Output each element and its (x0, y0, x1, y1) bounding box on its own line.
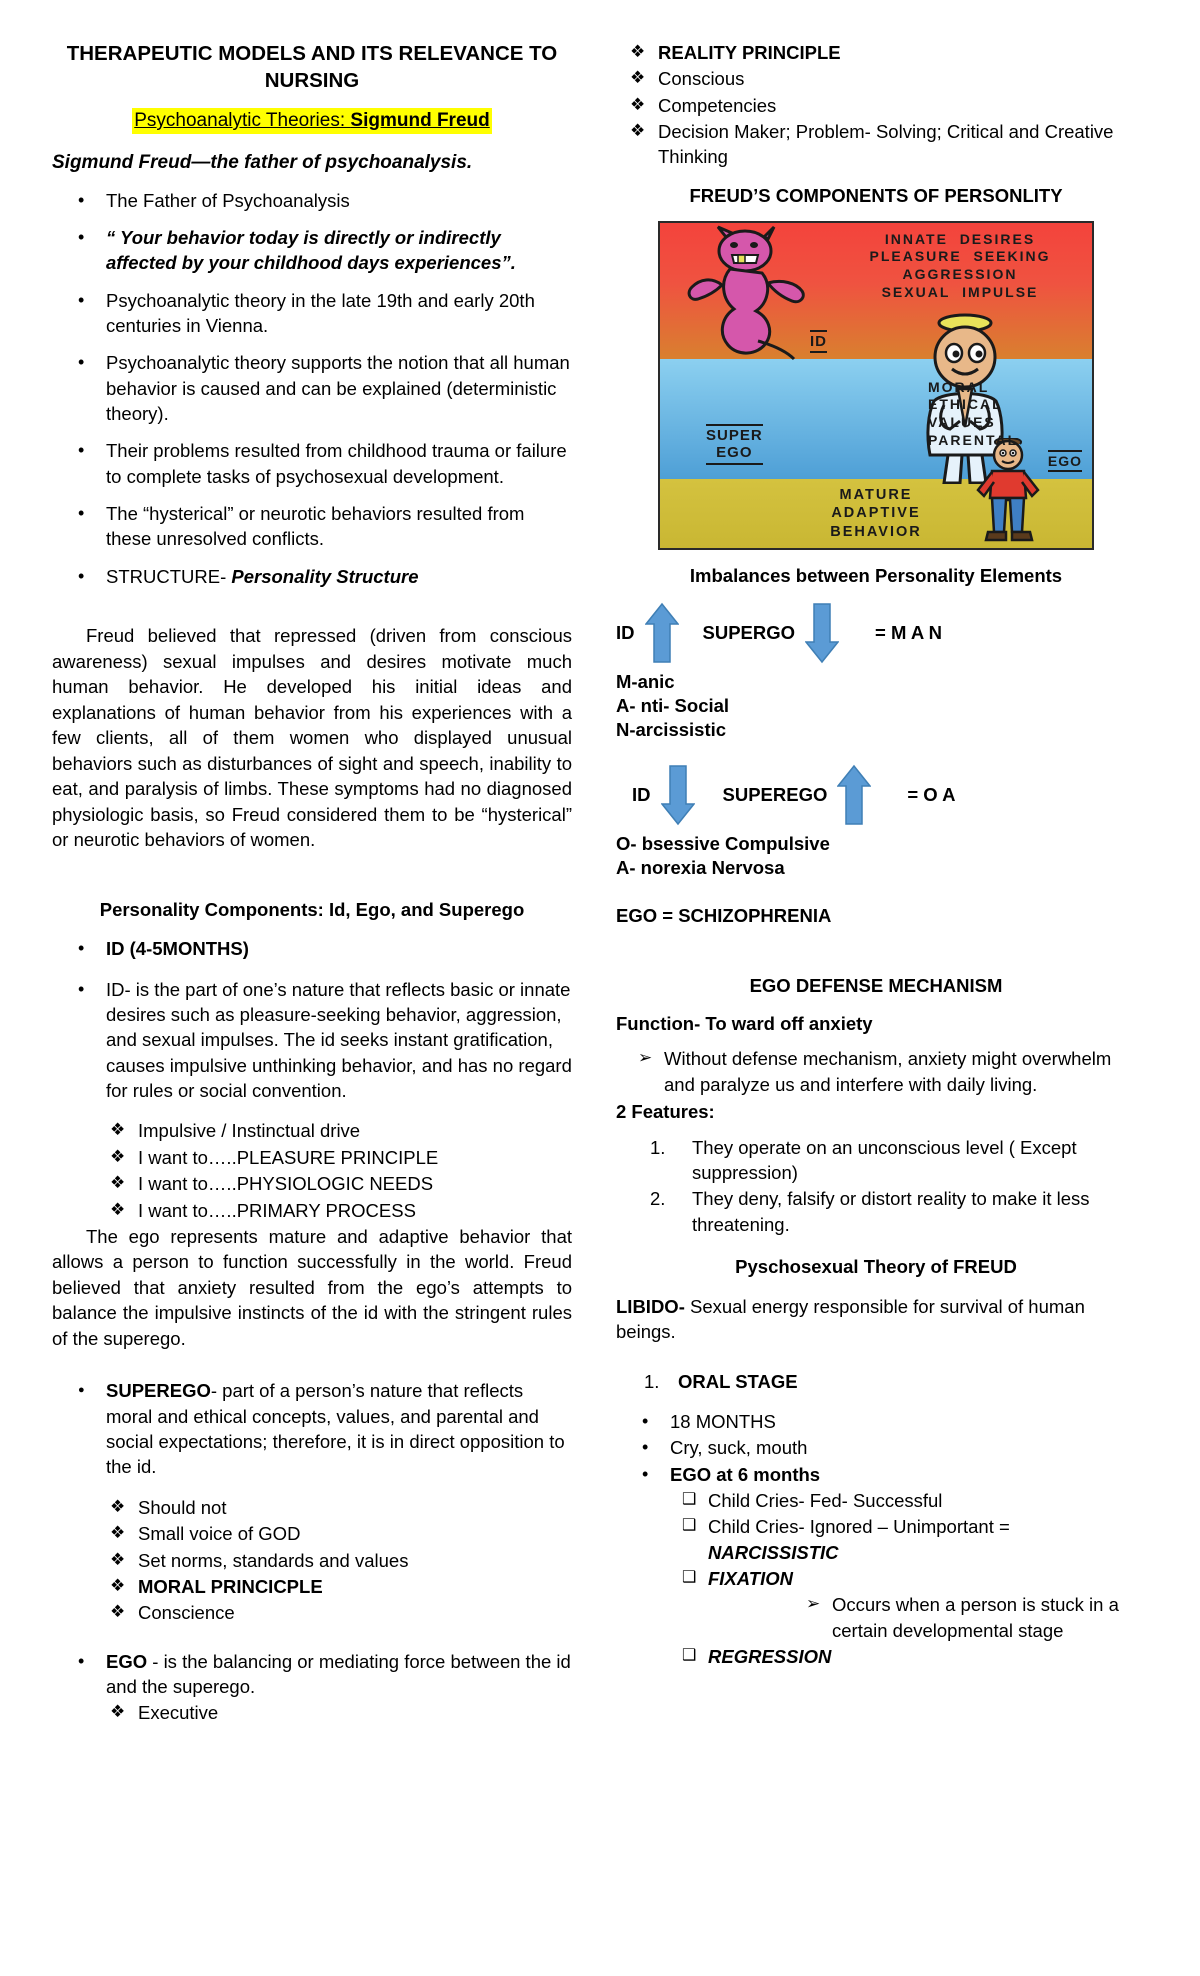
list-item (616, 40, 1136, 65)
list-item (52, 1521, 572, 1546)
arrow-up-icon (645, 602, 679, 664)
list-item (616, 1644, 1136, 1669)
stages-list (616, 1369, 1136, 1394)
square-bullet-text: Child Cries- Fed- Successful (708, 1490, 943, 1512)
two-column-layout (52, 40, 1148, 1727)
list-item (52, 288, 572, 339)
diamond-text: Decision Maker; Problem- Solving; Critical and Creative Thinking (658, 121, 1114, 168)
diamond-text: Impulsive / Instinctual drive (138, 1120, 361, 1142)
highlight-plain-text: Psychoanalytic Theories: (134, 110, 351, 132)
list-item (52, 188, 572, 213)
diamond-text: Set norms, standards and values (138, 1549, 409, 1571)
list-item (52, 1145, 572, 1170)
list-item (708, 1592, 1136, 1643)
list-item (616, 1462, 1136, 1487)
ego-schizophrenia-text: EGO = SCHIZOPHRENIA (616, 904, 832, 926)
list-item (52, 977, 572, 1104)
fixation-detail-text: Occurs when a person is stuck in a certain developmental stage (832, 1594, 1119, 1641)
freud-components-illustration (658, 221, 1094, 550)
list-item (52, 1378, 572, 1479)
features-list (616, 1135, 1136, 1237)
list-item (616, 119, 1136, 170)
list-item (616, 1369, 1136, 1394)
list-item (52, 1548, 572, 1573)
imbalance-1-equals: = M A N (875, 622, 943, 644)
bullet-text-quote: “ Your behavior today is directly or indirectly affected by your childhood days experiences”. (106, 226, 516, 274)
bullet-text: Their problems resulted from childhood trauma or failure to complete tasks of psychosexual development. (106, 440, 567, 487)
right-column (616, 40, 1136, 1671)
list-item (52, 1600, 572, 1625)
list-item (52, 1574, 572, 1599)
page-title: THERAPEUTIC MODELS AND ITS RELEVANCE TO NURSING (66, 42, 558, 93)
innate-desires-caption: INNATE DESIRES PLEASURE SEEKING AGGRESSION SEXUAL IMPULSE (869, 230, 1051, 301)
arrow-bullet-text: Without defense mechanism, anxiety might overwhelm and paralyze us and interfere with daily living. (664, 1048, 1112, 1095)
bullet-text: Psychoanalytic theory supports the notion that all human behavior is caused and can be explained (deterministic theory). (106, 352, 570, 424)
list-item (616, 1186, 1136, 1237)
feature-text: They operate on an unconscious level ( Except suppression) (692, 1136, 1077, 1183)
lead-line: Sigmund Freud—the father of psychoanalysis. (52, 151, 473, 173)
list-item (616, 1566, 1136, 1643)
fixation-detail-list (708, 1592, 1136, 1643)
oral-sub-list (616, 1488, 1136, 1669)
list-item (616, 1435, 1136, 1460)
list-item (616, 1409, 1136, 1434)
list-item (52, 1495, 572, 1520)
imbalance-1-mnemonic (616, 670, 1136, 742)
left-column (52, 40, 572, 1727)
list-item (52, 501, 572, 552)
fixation-emphasis: FIXATION (708, 1568, 793, 1590)
imbalance-2-mnemonic (616, 832, 1136, 880)
superego-diamond-list (52, 1495, 572, 1626)
function-bullet-list (616, 1046, 1136, 1097)
list-item (616, 1514, 1136, 1565)
list-item (52, 350, 572, 426)
highlight-span (132, 108, 491, 134)
mnemonic-line: N-arcissistic (616, 719, 727, 741)
diamond-text: I want to…..PRIMARY PROCESS (138, 1199, 416, 1221)
mnemonic-line: M-anic (616, 671, 675, 693)
arrow-up-icon (837, 764, 871, 826)
superego-label-illustration: SUPER EGO (706, 424, 763, 465)
imbalance-2-left-label: ID (632, 784, 651, 806)
imbalance-2-right-label: SUPEREGO (722, 784, 828, 806)
bullet-text: 18 MONTHS (670, 1411, 776, 1433)
arrow-down-icon (805, 602, 839, 664)
components-heading: FREUD’S COMPONENTS OF PERSONLITY (689, 184, 1063, 206)
feature-text: They deny, falsify or distort reality to make it less threatening. (692, 1188, 1090, 1235)
ego-label: EGO (106, 1650, 148, 1672)
highlight-bold-text: Sigmund Freud (350, 110, 490, 132)
id-label: ID (810, 330, 827, 353)
libido-label: LIBIDO- (616, 1295, 685, 1317)
list-item (616, 1135, 1136, 1186)
function-label-text: Function- To ward off anxiety (616, 1012, 873, 1034)
list-item (52, 1649, 572, 1700)
libido-text: Sexual energy responsible for survival of human beings. (616, 1295, 1085, 1343)
diamond-text: Small voice of GOD (138, 1523, 301, 1545)
diamond-text: I want to…..PLEASURE PRINCIPLE (138, 1146, 439, 1168)
ego-paragraph: The ego represents mature and adaptive behavior that allows a person to function successfully in the world. Freud believed that anxiety resulted from the ego’s attempts to balance the impulsive instincts of the id with the stringent rules of the superego. (52, 1225, 572, 1349)
diamond-text: I want to…..PHYSIOLOGIC NEEDS (138, 1173, 434, 1195)
function-label (616, 1011, 1136, 1037)
list-item (52, 1171, 572, 1196)
bullet-text: Cry, suck, mouth (670, 1437, 808, 1459)
bullet-text-bold: EGO at 6 months (670, 1463, 821, 1485)
list-item (52, 564, 572, 589)
oral-stage-label: ORAL STAGE (678, 1370, 798, 1392)
moral-caption: MORAL ETHICAL VALUES PARENTAL (928, 378, 1019, 449)
imbalance-1-left-label: ID (616, 622, 635, 644)
features-label-text: 2 Features: (616, 1101, 715, 1123)
diamond-text: Executive (138, 1702, 219, 1724)
diamond-text: Conscience (138, 1602, 235, 1624)
list-item (52, 1198, 572, 1223)
id-description: ID- is the part of one’s nature that reflects basic or innate desires such as pleasure-seeking behavior, aggression, and sexual impulses. The id seeks instant gratification, causes impulsive unthinking behavior, and has no regard for rules or social convention. (106, 978, 572, 1102)
freud-paragraph: Freud believed that repressed (driven from conscious awareness) sexual impulses and desires motivate much human behavior. He developed his initial ideas and explanations of human behavior from his experiences with a few clients, all of them women who displayed unusual behaviors such as disturbances of sight and speech, inability to eat, and paralysis of limbs. These symptoms had no diagnosed physiologic basis, so Freud considered them to be “hysterical” or neurotic behaviors of women. (52, 625, 572, 851)
imbalance-1-right-label: SUPERGO (702, 622, 796, 644)
bullet-text: The Father of Psychoanalysis (106, 189, 350, 211)
imbalances-heading: Imbalances between Personality Elements (689, 564, 1063, 586)
list-item (616, 1488, 1136, 1513)
bullet-text: Psychoanalytic theory in the late 19th and early 20th centuries in Vienna. (106, 289, 535, 336)
ego-label-illustration: EGO (1048, 450, 1082, 472)
id-heading-list (52, 936, 572, 961)
ego-text: - is the balancing or mediating force between the id and the superego. (106, 1650, 571, 1697)
mnemonic-line: A- norexia Nervosa (616, 857, 785, 879)
superego-list (52, 1378, 572, 1479)
id-heading: ID (4-5MONTHS) (106, 938, 249, 960)
features-label (616, 1099, 1136, 1125)
superego-label: SUPEREGO (106, 1380, 211, 1402)
list-item (616, 93, 1136, 118)
ego-schizophrenia (616, 903, 1136, 929)
id-description-list (52, 977, 572, 1104)
bullet-text: The “hysterical” or neurotic behaviors resulted from these unresolved conflicts. (106, 502, 525, 550)
list-item (616, 1046, 1136, 1097)
libido-paragraph (616, 1294, 1136, 1345)
defense-mechanism-heading: EGO DEFENSE MECHANISM (749, 975, 1003, 997)
reality-principle-list (616, 40, 1136, 170)
list-item (616, 66, 1136, 91)
list-item (52, 936, 572, 961)
list-item (52, 1118, 572, 1143)
narcissistic-emphasis: NARCISSISTIC (708, 1541, 839, 1563)
oral-bullet-list (616, 1409, 1136, 1487)
diamond-text: Conscious (658, 68, 745, 90)
list-item (52, 438, 572, 489)
mnemonic-line: O- bsessive Compulsive (616, 833, 830, 855)
ego-list (52, 1649, 572, 1700)
diamond-text: Should not (138, 1496, 227, 1518)
structure-label: STRUCTURE- (106, 565, 232, 587)
devil-icon (682, 225, 812, 365)
id-diamond-list (52, 1118, 572, 1222)
list-item (52, 225, 572, 276)
diamond-text: Competencies (658, 94, 777, 116)
ego-diamond-list (52, 1700, 572, 1725)
regression-emphasis: REGRESSION (708, 1646, 832, 1668)
list-item (52, 1700, 572, 1725)
square-bullet-text: Child Cries- Ignored – Unimportant = (708, 1516, 1010, 1538)
imbalance-row-1 (616, 602, 1136, 664)
structure-emphasis: Personality Structure (231, 565, 419, 587)
mnemonic-line: A- nti- Social (616, 695, 730, 717)
personality-components-heading: Personality Components: Id, Ego, and Superego (99, 898, 525, 920)
mature-behavior-caption: MATURE ADAPTIVE BEHAVIOR (830, 486, 922, 540)
highlighted-subtitle (52, 108, 572, 134)
superego-text: - part of a person’s nature that reflects moral and ethical concepts, values, and parental and social expectations; therefore, it is in direct opposition to the id. (106, 1380, 565, 1478)
imbalance-2-equals: = O A (907, 784, 956, 806)
diamond-text-bold: MORAL PRINCICPLE (138, 1575, 323, 1597)
psychosexual-heading: Pyschosexual Theory of FREUD (735, 1255, 1017, 1277)
reality-principle-label: REALITY PRINCIPLE (658, 42, 841, 63)
arrow-down-icon (661, 764, 695, 826)
freud-bullet-list (52, 188, 572, 589)
imbalance-row-2 (616, 764, 1136, 826)
